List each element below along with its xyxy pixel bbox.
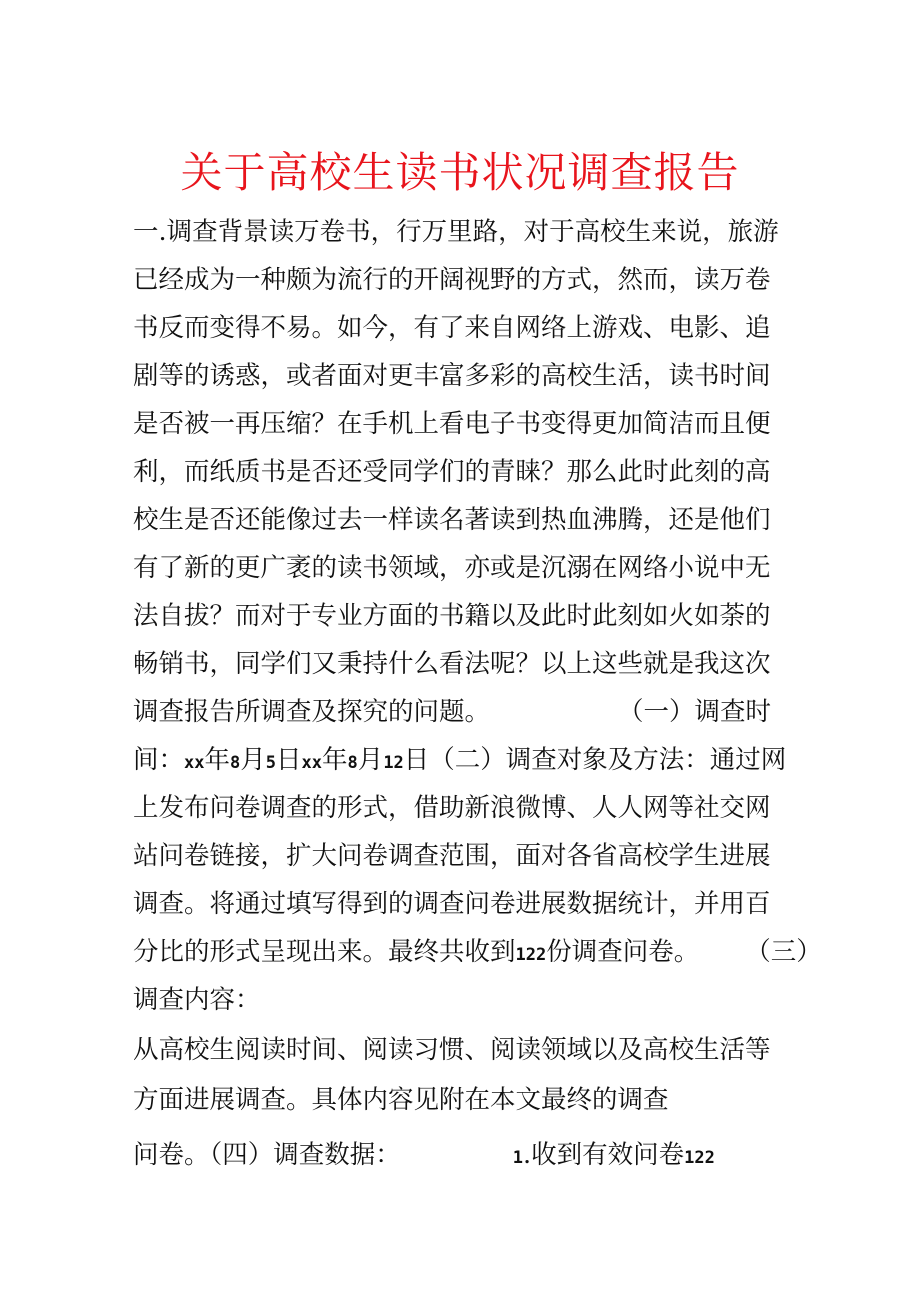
body-line-5: 是否被一再压缩？在手机上看电子书变得更加简洁而且便 bbox=[133, 409, 771, 439]
text-fragment: 月 bbox=[357, 745, 384, 775]
body-line-11 bbox=[133, 692, 771, 732]
text-fragment: 分比的形式呈现出来。最终共收到 bbox=[133, 937, 516, 967]
section-heading-1: （一）调查时 bbox=[618, 697, 772, 727]
date-number: 8 bbox=[230, 753, 241, 773]
body-line-9: 法自拔？而对于专业方面的书籍以及此时此刻如火如荼的 bbox=[133, 601, 771, 631]
section-heading-4: 问卷。（四）调查数据： bbox=[133, 1140, 401, 1170]
body-line-8: 有了新的更广袤的读书领域，亦或是沉溺在网络小说中无 bbox=[133, 553, 771, 583]
body-line-7: 校生是否还能像过去一样读名著读到热血沸腾，还是他们 bbox=[133, 505, 771, 535]
body-line-15: 调查。将通过填写得到的调查问卷进展数据统计，并用百 bbox=[133, 889, 771, 919]
list-number: 1 bbox=[512, 1148, 524, 1168]
body-line-14: 站问卷链接，扩大问卷调查范围，面对各省高校学生进展 bbox=[133, 841, 771, 871]
body-line-2: 已经成为一种颇为流行的开阔视野的方式，然而，读万卷 bbox=[133, 265, 771, 295]
text-fragment: 月 bbox=[240, 745, 266, 775]
section-heading-3: （三） bbox=[745, 937, 822, 967]
body-line-13: 上发布问卷调查的形式，借助新浪微博、人人网等社交网 bbox=[133, 793, 771, 823]
body-line-18: 从高校生阅读时间、阅读习惯、阅读领域以及高校生活等 bbox=[133, 1035, 771, 1065]
text-fragment: 日 bbox=[276, 745, 302, 775]
date-number: 5 bbox=[265, 753, 277, 773]
body-line-20 bbox=[133, 1135, 715, 1175]
text-fragment: 年 bbox=[322, 745, 348, 775]
body-line-6: 利，而纸质书是否还受同学们的青睐？那么此时此刻的高 bbox=[133, 457, 771, 487]
date-number: xx bbox=[184, 753, 205, 773]
body-line-10: 畅销书，同学们又秉持什么看法呢？以上这些就是我这次 bbox=[133, 649, 771, 679]
text-fragment: .收到有效问卷 bbox=[523, 1140, 685, 1170]
body-line-16 bbox=[133, 932, 822, 972]
body-line-4: 剧等的诱惑，或者面对更丰富多彩的高校生活，读书时间 bbox=[133, 361, 771, 391]
text-fragment: 日（二）调查对象及方法：通过网 bbox=[403, 745, 787, 775]
text-fragment: 间： bbox=[133, 745, 185, 775]
count-number: 122 bbox=[684, 1148, 715, 1168]
text-fragment: 年 bbox=[204, 745, 231, 775]
body-line-12 bbox=[133, 740, 786, 780]
body-line-11-text: 调查报告所调查及探究的问题。 bbox=[133, 697, 491, 727]
body-line-19: 方面进展调查。具体内容见附在本文最终的调查 bbox=[133, 1085, 669, 1115]
document-title: 关于高校生读书状况调查报告 bbox=[180, 148, 740, 197]
body-line-1: 一.调查背景读万卷书，行万里路，对于高校生来说，旅游 bbox=[133, 217, 779, 247]
date-number: 8 bbox=[347, 753, 358, 773]
date-number: 12 bbox=[383, 753, 404, 773]
body-line-3: 书反而变得不易。如今，有了来自网络上游戏、电影、追 bbox=[133, 313, 771, 343]
text-fragment: 份调查问卷。 bbox=[546, 937, 700, 967]
body-line-17: 调查内容： bbox=[133, 985, 261, 1015]
date-number: xx bbox=[301, 753, 323, 773]
count-number: 122 bbox=[515, 945, 547, 965]
